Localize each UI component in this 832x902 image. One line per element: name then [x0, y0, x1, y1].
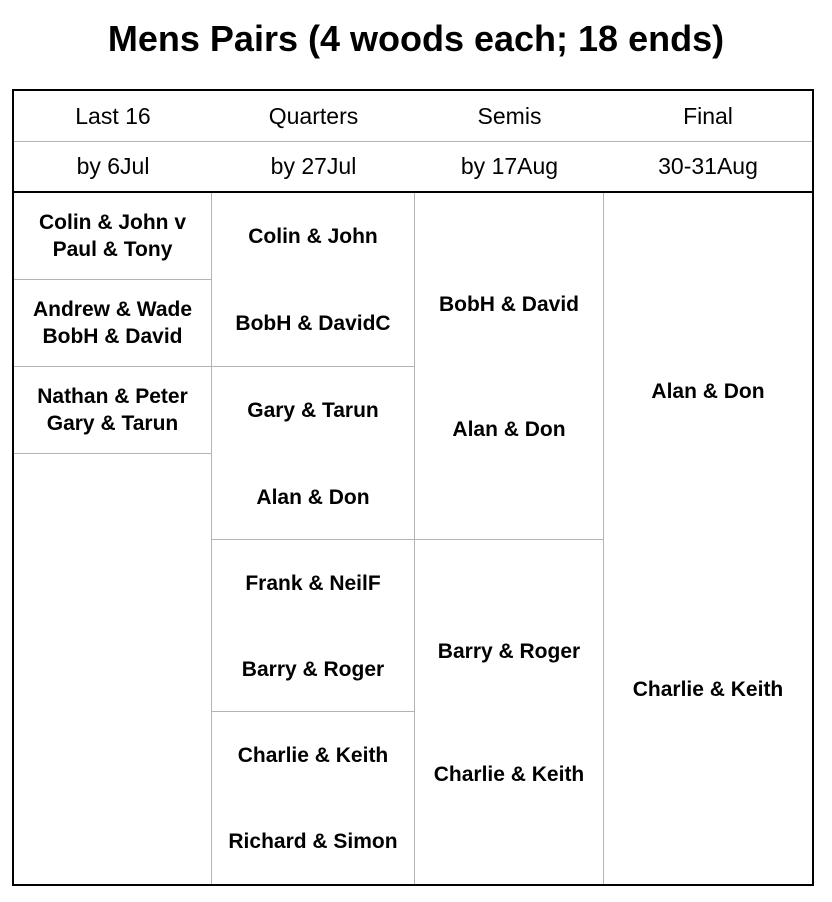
header-quarters: Quarters	[268, 102, 359, 129]
quarters-team: BobH & DavidC	[235, 311, 391, 335]
quarters-team: Barry & Roger	[241, 657, 385, 681]
header-last16: Last 16	[75, 102, 151, 129]
quarters-team: Richard & Simon	[228, 829, 398, 853]
quarters-team: Frank & NeilF	[245, 571, 381, 595]
header-final: Final	[683, 102, 733, 129]
quarters-team: Colin & John	[248, 224, 378, 248]
row-divider	[415, 539, 603, 540]
draw-table	[12, 89, 814, 886]
last16-match: Andrew & Wade BobH & David	[32, 298, 193, 348]
page-title: Mens Pairs (4 woods each; 18 ends)	[107, 18, 725, 59]
last16-match: Nathan & Peter Gary & Tarun	[37, 385, 188, 435]
column-divider	[603, 193, 604, 884]
date-final: 30-31Aug	[658, 153, 758, 179]
quarters-team: Gary & Tarun	[247, 398, 379, 422]
final-team: Charlie & Keith	[632, 677, 784, 701]
header-semis: Semis	[477, 102, 542, 129]
date-last16: by 6Jul	[76, 153, 150, 179]
semis-team: Charlie & Keith	[433, 762, 585, 786]
last16-match: Colin & John v Paul & Tony	[39, 211, 186, 261]
final-team: Alan & Don	[651, 379, 765, 403]
quarters-team: Charlie & Keith	[237, 743, 389, 767]
semis-team: Barry & Roger	[437, 639, 581, 663]
quarters-team: Alan & Don	[256, 485, 370, 509]
semis-team: Alan & Don	[452, 417, 566, 441]
date-quarters: by 27Jul	[270, 153, 357, 179]
semis-team: BobH & David	[438, 292, 579, 316]
row-divider	[14, 453, 211, 454]
date-semis: by 17Aug	[460, 153, 559, 179]
